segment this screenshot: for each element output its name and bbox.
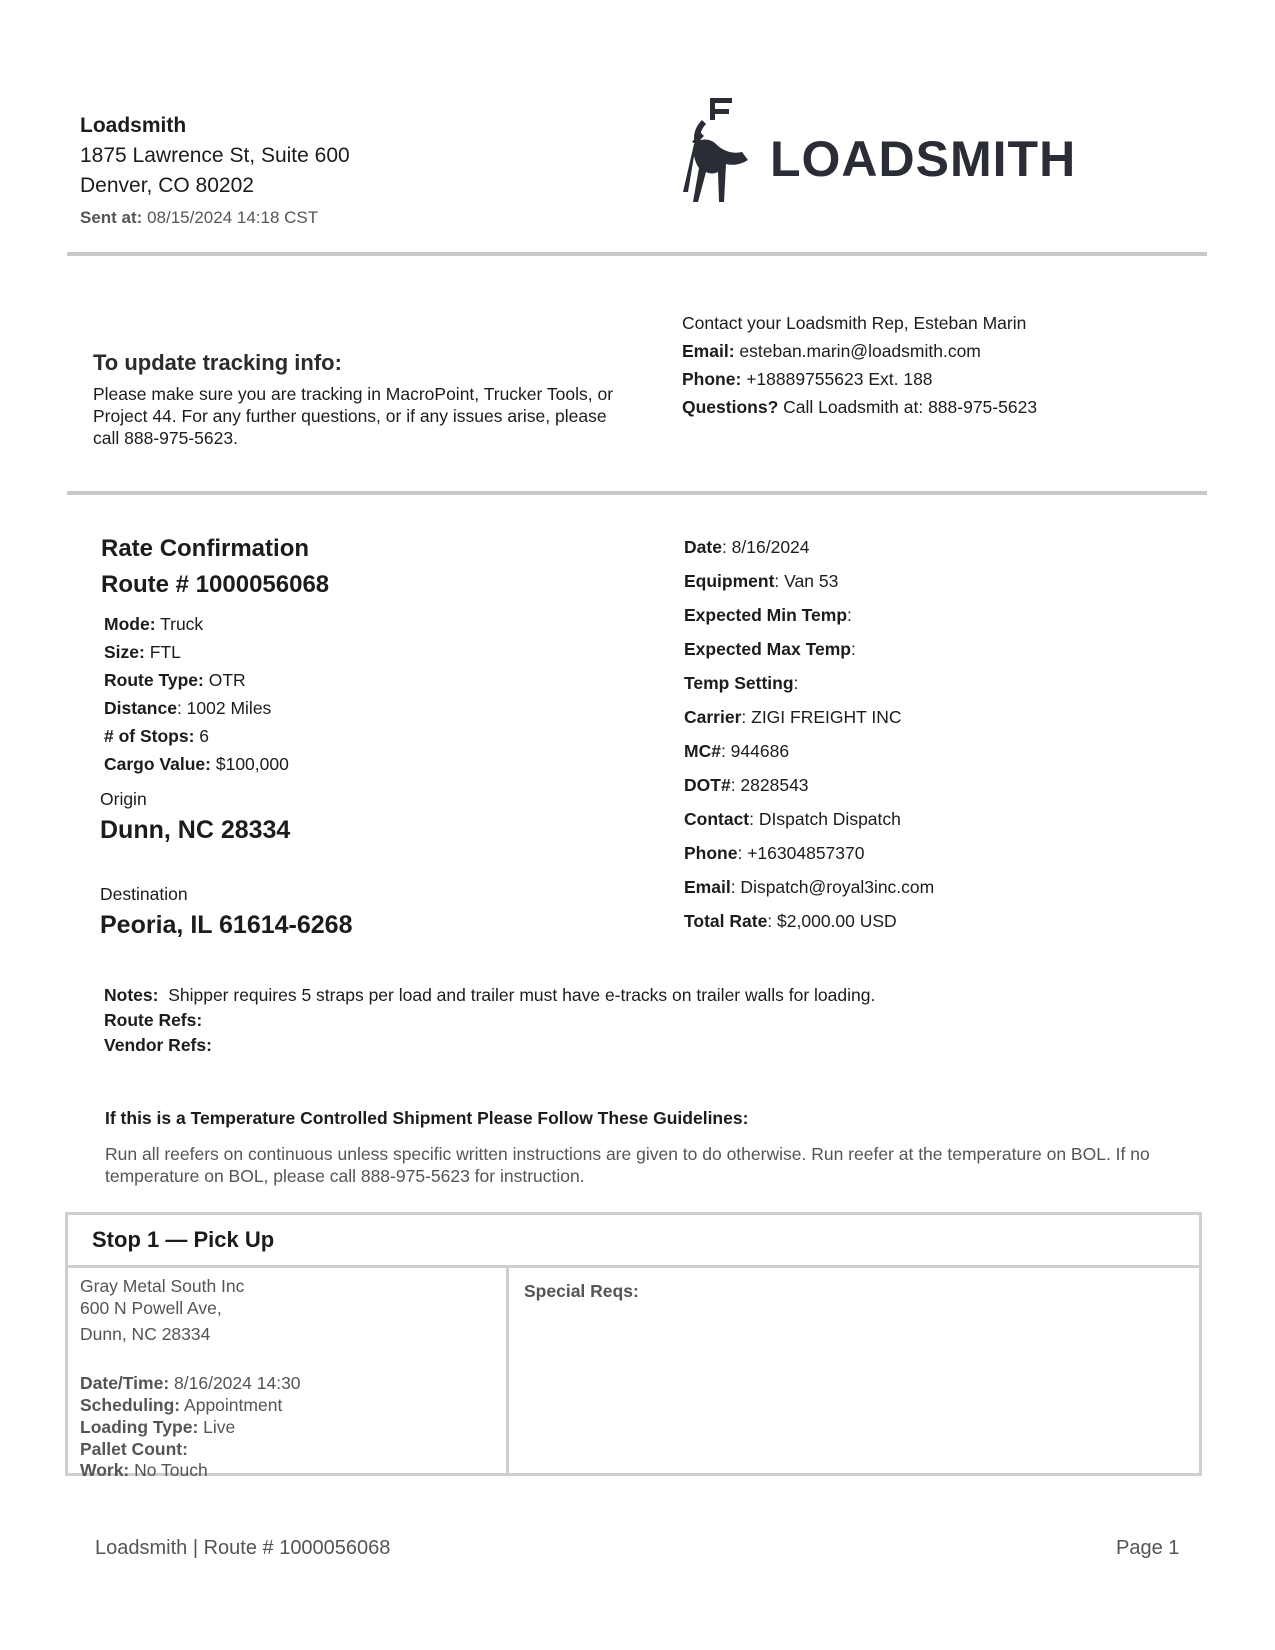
sent-at-label: Sent at: (80, 208, 143, 227)
notes-value: Shipper requires 5 straps per load and trailer must have e-tracks on trailer walls for loading. (168, 985, 876, 1005)
stop-1-details (68, 1268, 509, 1480)
contact-questions-value: Call Loadsmith at: 888-975-5623 (783, 397, 1038, 417)
company-name: Loadsmith (80, 114, 187, 137)
guidelines-title: If this is a Temperature Controlled Shipment Please Follow These Guidelines: (105, 1108, 749, 1128)
stop-work: Work: No Touch (80, 1460, 208, 1480)
contact-questions (682, 397, 1037, 418)
field-stops: # of Stops: 6 (104, 726, 210, 746)
field-contact: Contact: DIspatch Dispatch (684, 809, 901, 829)
stop-1-title: Stop 1 — Pick Up (92, 1227, 275, 1252)
route-refs: Route Refs: (104, 1010, 203, 1030)
tracking-title: To update tracking info: (93, 350, 342, 375)
stop-street: 600 N Powell Ave, (80, 1298, 222, 1318)
sent-at (80, 208, 318, 228)
footer-route: Loadsmith | Route # 1000056068 (95, 1537, 391, 1559)
vendor-refs: Vendor Refs: (104, 1035, 212, 1055)
company-address-line2: Denver, CO 80202 (80, 174, 254, 197)
field-date: Date: 8/16/2024 (684, 537, 810, 557)
stop-city: Dunn, NC 28334 (80, 1324, 211, 1344)
field-total-rate: Total Rate: $2,000.00 USD (684, 911, 897, 931)
company-address-line1: 1875 Lawrence St, Suite 600 (80, 144, 350, 167)
stop-1-header (68, 1215, 1199, 1268)
divider-top (67, 252, 1207, 256)
special-reqs-label: Special Reqs: (524, 1281, 639, 1301)
origin-label: Origin (100, 789, 147, 809)
field-phone: Phone: +16304857370 (684, 843, 865, 863)
destination-value: Peoria, IL 61614-6268 (100, 911, 353, 939)
field-distance: Distance: 1002 Miles (104, 698, 272, 718)
field-mc: MC#: 944686 (684, 741, 790, 761)
field-cargo-value: Cargo Value: $100,000 (104, 754, 289, 774)
field-temp-setting: Temp Setting: (684, 673, 799, 693)
sent-at-value: 08/15/2024 14:18 CST (147, 208, 319, 227)
contact-email (682, 341, 981, 362)
deer-logo-icon (680, 92, 760, 202)
field-size: Size: FTL (104, 642, 181, 662)
contact-questions-label: Questions? (682, 397, 779, 417)
divider-middle (67, 491, 1207, 495)
field-min-temp: Expected Min Temp: (684, 605, 852, 625)
field-route-type: Route Type: OTR (104, 670, 246, 690)
tracking-body: Please make sure you are tracking in MacroPoint, Trucker Tools, or Project 44. For any further questions, or if any issues arise, please call 888-975-5623. (93, 384, 614, 448)
field-mode: Mode: Truck (104, 614, 204, 634)
contact-rep-line: Contact your Loadsmith Rep, Esteban Marin (682, 313, 1027, 333)
footer-page-number: Page 1 (1116, 1537, 1180, 1559)
stop-scheduling: Scheduling: Appointment (80, 1395, 283, 1415)
notes (104, 985, 875, 1006)
notes-label: Notes: (104, 985, 159, 1005)
contact-email-label: Email: (682, 341, 735, 361)
logo-wordmark: LOADSMITH (770, 131, 1077, 187)
origin-value: Dunn, NC 28334 (100, 816, 291, 844)
contact-email-value[interactable]: esteban.marin@loadsmith.com (739, 341, 981, 361)
destination-label: Destination (100, 884, 188, 904)
stop-loading-type: Loading Type: Live (80, 1417, 236, 1437)
field-email: Email: Dispatch@royal3inc.com (684, 877, 935, 897)
field-carrier: Carrier: ZIGI FREIGHT INC (684, 707, 902, 727)
route-number: Route # 1000056068 (101, 571, 330, 598)
stop-pallet-count: Pallet Count: (80, 1439, 188, 1459)
field-dot: DOT#: 2828543 (684, 775, 809, 795)
rate-confirmation-title: Rate Confirmation (101, 535, 310, 562)
guidelines-body: Run all reefers on continuous unless specific written instructions are given to do otherwise. Run reefer at the temperature on BOL. If no temperature on BOL, please call 888-975-5623 for instruction. (105, 1144, 1150, 1186)
field-equipment: Equipment: Van 53 (684, 571, 839, 591)
contact-phone-label: Phone: (682, 369, 742, 389)
stop-datetime: Date/Time: 8/16/2024 14:30 (80, 1373, 301, 1393)
contact-phone-value: +18889755623 Ext. 188 (746, 369, 933, 389)
stop-company: Gray Metal South Inc (80, 1276, 245, 1296)
field-max-temp: Expected Max Temp: (684, 639, 856, 659)
stop-1-box (65, 1212, 1202, 1480)
contact-phone (682, 369, 933, 390)
